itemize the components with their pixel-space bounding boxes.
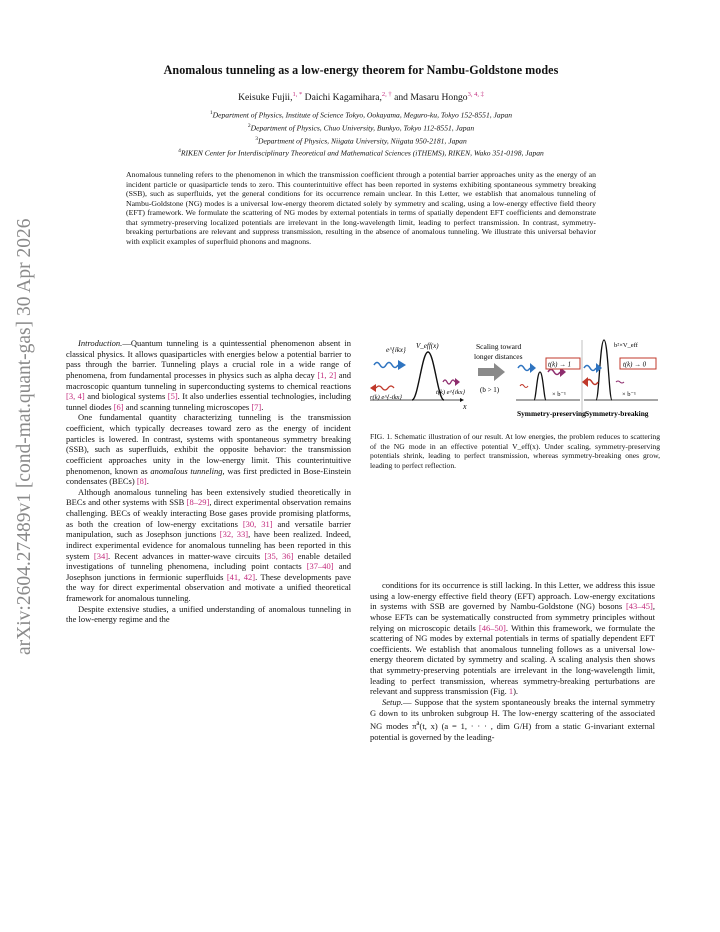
citation-link[interactable]: [1, 2]: [317, 369, 337, 380]
scaling-text-2: longer distances: [474, 352, 523, 361]
text-run: —Quantum tunneling is a quintessential phenomenon absent in classical physics. It allows quasiparticles with energies below a potential barrier to pass through the barrier. Tunneling plays a crucial role in a wide range of phenomena, from fundamental processes in physics such as alpha decay: [66, 338, 351, 380]
text-run: . It also underlies essential technologies, including tunnel diodes: [66, 391, 352, 412]
text-run: , direct experimental observation remains challenging. BECs of weakly interacting Bose gases provide promising platforms, as both the creation of low-energy excitations: [66, 497, 352, 529]
text-run: Setup.: [382, 696, 404, 707]
breaking-incident-wave: [584, 366, 596, 371]
incident-label: e^{ikx}: [386, 346, 406, 354]
text-run: . Within this framework, we formulate the scattering of NG modes by external potentials in terms of spatially dependent EFT coefficients. We establish that anomalous tunneling follows as a universal low-energy theorem dictated by symmetry and scaling. A scaling analysis then shows that symmetry-preserving potentials are irrelevant in the long-wavelength limit, leading to perfect transmission, whereas symmetry-breaking perturbations are relevant and suppress transmission (Fig.: [370, 622, 655, 697]
text-run: , whose EFTs can be systematically constructed from symmetry principles without relying on microscopic details: [370, 601, 655, 633]
reflected-arrow-icon: [370, 384, 376, 392]
text-run: Introduction.: [78, 338, 123, 348]
citation-link[interactable]: [41, 42]: [226, 571, 256, 582]
preserving-incident-wave: [518, 366, 530, 371]
text-run: .: [146, 476, 149, 487]
text-run: and scanning tunneling microscopes: [123, 401, 252, 412]
affiliation: $^3$Department of Physics, Niigata University, Niigata 950-2181, Japan: [255, 135, 467, 146]
b2-veff-label: b²×V_eff: [614, 342, 638, 349]
paragraph: [66, 604, 351, 625]
paragraph: [66, 412, 351, 486]
text-run: . These developments pave the way for direct experimental observation and motivate a unified theoretical framework for anomalous tunneling.: [66, 571, 351, 603]
t-to-0-label: t(k) → 0: [623, 361, 647, 369]
affiliation: $^4$RIKEN Center for Interdisciplinary Theoretical and Mathematical Sciences (iTHEMS), RIKEN, Wako 351-0198, Japan: [178, 148, 544, 159]
reflected-wave: [376, 386, 394, 390]
citation-link[interactable]: [3, 4]: [66, 391, 85, 402]
author-marker[interactable]: 1, *: [292, 91, 303, 98]
text-run: and macroscopic quantum tunneling in superconducting systems to chemical reactions: [66, 369, 351, 391]
text-run: One fundamental quantity characterizing tunneling is the transmission coefficient, which typically decreases toward zero as the energy of incident particles is lowered. In contrast, systems with spontaneous symmetry breaking (SSB), such as superfluids, exhibit the opposite behavior: the transmission coefficient approaches unity in the low-energy limit. This counterintuitive phenomenon, known as: [66, 412, 351, 476]
transmitted-arrow-icon: [455, 378, 460, 386]
reflected-label: r(k) e^{-ikx}: [370, 394, 402, 401]
transmitted-wave: [443, 380, 455, 384]
paragraph: [370, 697, 655, 742]
x-axis-label: x: [463, 402, 467, 411]
citation-link[interactable]: [34]: [93, 550, 109, 561]
caption-text: Schematic illustration of our result. At low energies, the problem reduces to scattering of the NG mode in an effective potential V_eff(x). Under scaling, symmetry-preserving potentials shrink, leading to perfect transmission, whereas symmetry-breaking ones grow, leading to perfect reflection.: [370, 432, 660, 470]
citation-link[interactable]: [8–29]: [186, 497, 210, 508]
arxiv-identifier: arXiv:2604.27489v1 [cond-mat.quant-gas] 30 Apr 2026: [14, 218, 35, 655]
affiliation: $^1$Department of Physics, Institute of Science Tokyo, Ookayama, Meguro-ku, Tokyo 152-8551, Japan: [209, 110, 513, 120]
text-run: Although anomalous tunneling has been extensively studied theoretically in BECs and other systems with SSB: [66, 486, 351, 508]
citation-link[interactable]: [5]: [167, 391, 178, 402]
citation-link[interactable]: [43–45]: [625, 601, 653, 612]
incident-wave: [374, 363, 398, 368]
potential-label: V_eff(x): [416, 342, 439, 350]
text-run: ).: [513, 686, 519, 697]
citation-link[interactable]: 1: [508, 686, 514, 697]
breaking-scale-label: × b⁻¹: [622, 391, 636, 398]
figure-caption: [370, 432, 660, 470]
breaking-transmitted-wave: [616, 381, 624, 383]
shrunk-barrier: [534, 372, 546, 400]
text-run: . Recent advances in matter-wave circuits: [108, 550, 265, 561]
scaling-arrow-icon: [478, 363, 505, 381]
paragraph: [370, 580, 655, 697]
text-run: — Suppose that the system spontaneously breaks the internal symmetry G down to its unbroken subgroup H. The low-energy scattering of the associated NG modes π: [370, 696, 655, 731]
text-run: a: [416, 719, 420, 728]
paragraph: [66, 338, 351, 412]
citation-link[interactable]: [32, 33]: [219, 529, 249, 540]
abstract: Anomalous tunneling refers to the phenomenon in which the transmission coefficient through a potential barrier approaches unity as the energy of an incident particle or quasiparticle tends to zero. This counterintuitive effect has been reported in systems exhibiting spontaneous symmetry breaking (SSB), such as superfluids, yet the general conditions for its occurrence remain unclear. In this Letter, we establish that anomalous tunneling of Nambu-Goldstone (NG) modes is a universal low-energy theorem dictated solely by symmetry and scaling, using a low-energy effective field theory (EFT) framework. We formulate the scattering of NG modes by external potentials in terms of spatially dependent EFT coefficients and demonstrate that symmetry-preserving localized potentials are irrelevant in the long-wavelength limit, leading to perfect transmission. In contrast, symmetry-breaking perturbations are relevant and suppress transmission, resulting in the absence of anomalous tunneling. We illustrate this universal behavior with explicit examples of superfluid phonons and magnons.: [126, 170, 596, 246]
text-run: , was first predicted in Bose-Einstein condensates (BECs): [66, 465, 351, 487]
citation-link[interactable]: [35, 36]: [264, 550, 294, 561]
text-run: (t, x) (a = 1, · · · , dim G/H) from a static G-invariant external potential is governed by the leading-: [370, 720, 655, 742]
preserving-incident-arrow-icon: [530, 363, 536, 373]
preserving-scale-label: × b⁻¹: [552, 391, 566, 398]
author-name: Daichi Kagamihara,: [304, 92, 382, 104]
arxiv-stamp: [2, 190, 42, 660]
scale-factor-label: (b > 1): [480, 386, 500, 394]
author-marker[interactable]: 2, †: [381, 91, 392, 98]
citation-link[interactable]: [8]: [136, 476, 147, 487]
citation-link[interactable]: [46–50]: [478, 622, 506, 633]
affiliation: $^2$Department of Physics, Chuo University, Bunkyo, Tokyo 112-8551, Japan: [247, 122, 475, 133]
text-run: .: [261, 401, 264, 412]
breaking-reflected-arrow-icon: [582, 377, 588, 387]
preserving-caption: Symmetry-preserving: [517, 409, 586, 418]
breaking-caption: Symmetry-breaking: [585, 409, 649, 418]
left-column: [66, 338, 351, 625]
preserving-reflected-wave: [520, 385, 528, 388]
incident-arrow-icon: [398, 360, 406, 370]
citation-link[interactable]: [6]: [113, 401, 124, 412]
text-run: , have been realized. Indeed, indirect experimental evidence for anomalous tunneling has been reported in this system: [66, 529, 351, 561]
t-to-1-label: t(k) → 1: [548, 361, 572, 369]
paragraph: [66, 487, 351, 604]
text-run: conditions for its occurrence is still lacking. In this Letter, we address this issue using a low-energy effective field theory (EFT) approach. Low-energy excitations in systems with SSB are governed by Nambu-Goldstone (NG) bosons: [370, 580, 655, 612]
text-run: and Josephson junctions in fermionic superfluids: [66, 561, 351, 582]
author-list: [60, 91, 662, 103]
preserving-transmitted-wave: [548, 370, 560, 375]
figure-label: FIG. 1.: [370, 432, 393, 441]
text-run: enable detailed investigations of tunneling phenomena, including point contacts: [66, 550, 351, 572]
paper-title: Anomalous tunneling as a low-energy theorem for Nambu-Goldstone modes: [163, 63, 559, 77]
citation-link[interactable]: [7]: [251, 401, 262, 412]
scaling-text: Scaling toward: [476, 342, 522, 351]
text-run: and versatile barrier manipulation, such as Josephson junctions: [66, 518, 351, 540]
author-name: Keisuke Fujii,: [238, 92, 293, 104]
citation-link[interactable]: [37–40]: [306, 561, 334, 572]
text-run: and biological systems: [84, 391, 168, 402]
figure-1: [370, 338, 660, 418]
affiliation-list: [60, 108, 662, 159]
author-name: and Masaru Hongo: [394, 92, 468, 104]
author-marker[interactable]: 3, 4, ‡: [467, 91, 484, 98]
text-run: anomalous tunneling: [150, 465, 223, 476]
citation-link[interactable]: [30, 31]: [242, 518, 273, 529]
transmitted-label: t(k) e^{ikx}: [436, 389, 466, 396]
text-run: Despite extensive studies, a unified understanding of anomalous tunneling in the low-energy regime and the: [66, 603, 351, 625]
right-column: [370, 580, 655, 742]
